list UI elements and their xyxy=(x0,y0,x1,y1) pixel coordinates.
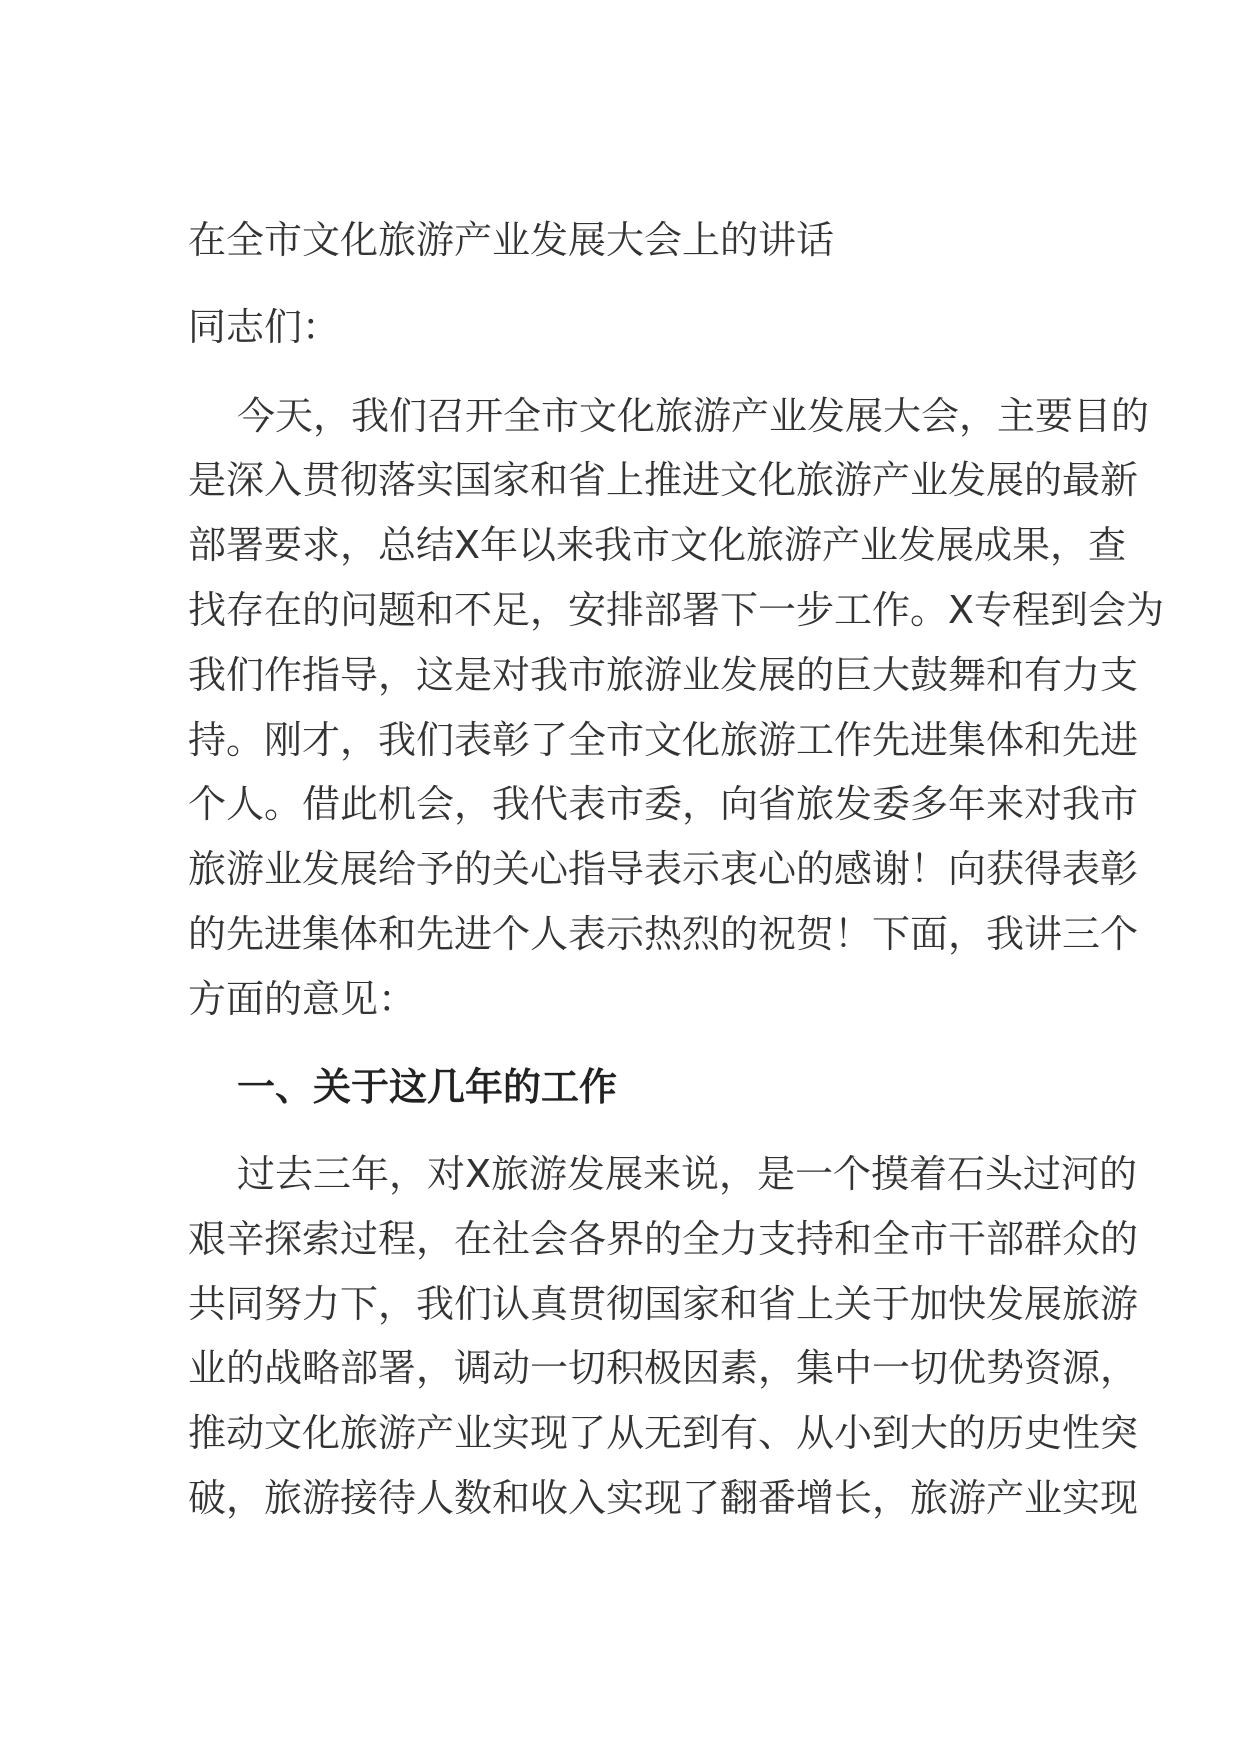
paragraph-line: 的先进集体和先进个人表示热烈的祝贺！下面，我讲三个 xyxy=(188,912,1139,956)
document-title: 在全市文化旅游产业发展大会上的讲话 xyxy=(188,218,835,262)
paragraph-line: 持。刚才，我们表彰了全市文化旅游工作先进集体和先进 xyxy=(188,718,1139,762)
paragraph-line: 今天，我们召开全市文化旅游产业发展大会，主要目的 xyxy=(237,394,1150,438)
paragraph-line: 破，旅游接待人数和收入实现了翻番增长，旅游产业实现 xyxy=(188,1476,1139,1520)
paragraph-line: 我们作指导，这是对我市旅游业发展的巨大鼓舞和有力支 xyxy=(188,653,1139,697)
paragraph-line: 艰辛探索过程，在社会各界的全力支持和全市干部群众的 xyxy=(188,1217,1139,1261)
paragraph-line: 共同努力下，我们认真贯彻国家和省上关于加快发展旅游 xyxy=(188,1282,1139,1326)
paragraph-line: 是深入贯彻落实国家和省上推进文化旅游产业发展的最新 xyxy=(188,458,1139,502)
paragraph-line: 业的战略部署，调动一切积极因素，集中一切优势资源， xyxy=(188,1346,1139,1390)
paragraph-line: 部署要求，总结X年以来我市文化旅游产业发展成果，查 xyxy=(188,523,1127,567)
paragraph-line: 找存在的问题和不足，安排部署下一步工作。X专程到会为 xyxy=(188,588,1165,632)
paragraph-line: 过去三年，对X旅游发展来说，是一个摸着石头过河的 xyxy=(237,1152,1138,1196)
paragraph-line: 推动文化旅游产业实现了从无到有、从小到大的历史性突 xyxy=(188,1411,1139,1455)
paragraph-line: 旅游业发展给予的关心指导表示衷心的感谢！向获得表彰 xyxy=(188,847,1139,891)
paragraph-line: 方面的意见： xyxy=(188,977,417,1021)
paragraph-line: 个人。借此机会，我代表市委，向省旅发委多年来对我市 xyxy=(188,782,1139,826)
salutation: 同志们： xyxy=(188,305,341,349)
section-heading: 一、关于这几年的工作 xyxy=(237,1065,618,1109)
